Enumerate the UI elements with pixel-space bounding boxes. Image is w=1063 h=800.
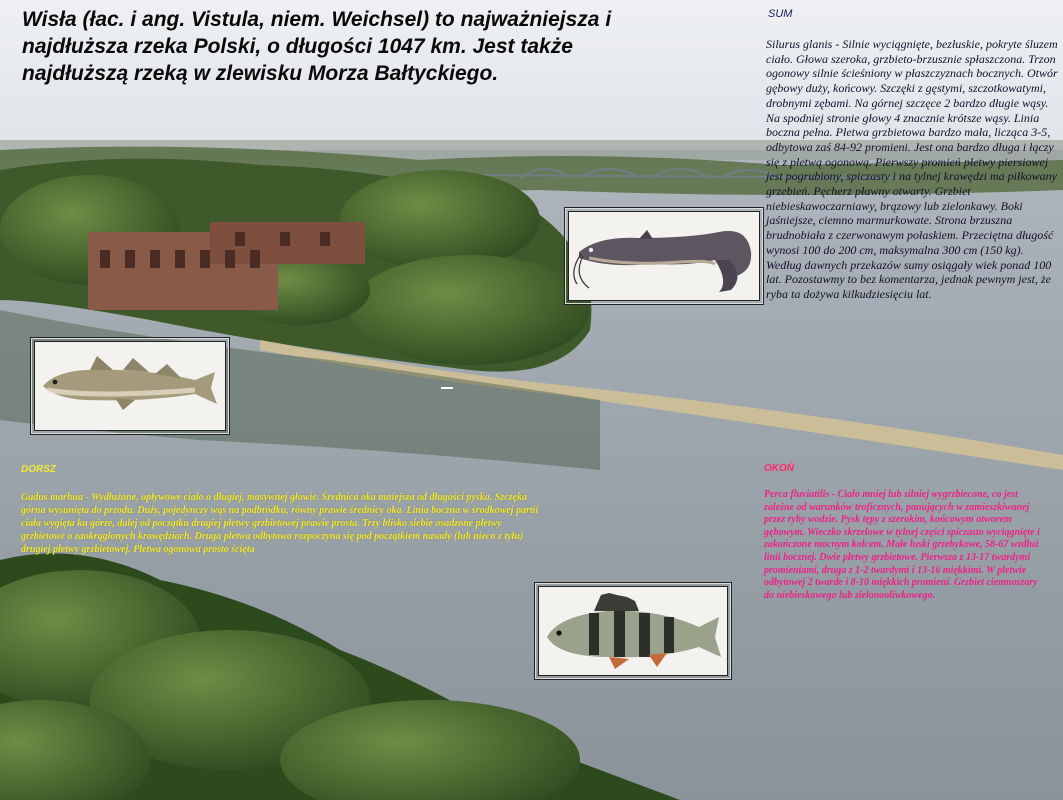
okon-description: Perca fluviatilis - Ciało mniej lub silniej wygrzbiecone, co jest zależne od warunków troficznych, panujących w zamieszkiwanej przez ryby wodzie. Pysk tępy z szerokim, końcowym otworem gębowym. Wieczko skrzelowe w tylnej części spiczasto wyciągnięte i zakończone mocnym kolcem. Małe łuski grzebykowe, 58-67 wzdłuż linii bocznej. Dwie płetwy grzbietowe. Pierwsza z 13-17 twardymi promieniami, druga z 1-2 twardymi i 13-16 miękkimi. W płetwie odbytowej 2 twarde i 8-10 miękkich promieni. Grzbiet ciemnoszary do niebieskawego lub zielonooliwkowego. — [764, 489, 1040, 601]
cod-icon — [35, 342, 225, 430]
cursor-mark — [441, 387, 453, 389]
catfish-icon — [569, 212, 759, 300]
sum-heading: SUM — [768, 8, 793, 20]
sum-description: Silurus glanis - Silnie wyciągnięte, bezłuskie, pokryte śluzem ciało. Głowa szeroka, grzbieto-brzusznie spłaszczona. Trzon ogonowy silnie ścieśniony w płaszczyznach bocznych. Otwór gębowy duży, końcowy. Szczęki z gęstymi, szczotkowatymi, drobnymi zębami. Na górnej szczęce 2 bardzo długie wąsy. Na spodniej stronie głowy 4 znacznie krótsze wąsy. Linia boczna pełna. Płetwa grzbietowa bardzo mała, licząca 3-5, odbytowa zaś 84-92 promieni. Jest ona bardzo długa i łączy się z płetwą ogonową. Pierwszy promień płetwy piersiowej jest pogrubiony, spiczasty i na tylnej krawędzi ma piłkowany grzebień. Pęcherz pławny otwarty. Grzbiet niebieskawoczarniawy, brązowy lub zielonkawy. Boki jaśniejsze, ciemno marmurkowate. Strona brzuszna brudnobiała z czerwonawym połaskiem. Przeciętna długość wynosi 100 do 200 cm, maksymalna 300 cm (150 kg). Według dawnych przekazów sumy osiągały wiek ponad 100 lat. Pozostawmy to bez komentarza, jednak pewnym jest, że ryba ta dożywa kilkudziesięciu lat. — [766, 37, 1058, 301]
perch-picture-frame — [534, 582, 732, 680]
dorsz-heading: DORSZ — [21, 464, 56, 475]
catfish-picture-frame — [564, 207, 764, 305]
cod-picture-frame — [30, 337, 230, 435]
okon-heading: OKOŃ — [764, 463, 794, 474]
perch-icon — [539, 587, 727, 675]
page-title: Wisła (łac. i ang. Vistula, niem. Weichsel) to najważniejsza i najdłuższa rzeka Polski, o długości 1047 km. Jest także najdłuższą rzeką w zlewisku Morza Bałtyckiego. — [22, 8, 612, 85]
dorsz-description: Gadus morhua - Wydłużone, opływowe ciało o długiej, masywnej głowie. Średnica oka mniejsza od długości pyska. Szczęka górna wysunięta do przodu. Duży, pojedynczy wąs na podbródku, równy prawie średnicy oka. Linia boczna w środkowej partii ciała wygięta ku górze, dalej od początku drugiej płetwy grzbietowej prawie prosta. Trzy blisko siebie osadzone płetwy grzbietowe o zaokrąglonych krawędziach. Druga płetwa odbytowa rozpoczyna się pod początkiem nasady (lub nieco z tyłu) drugiej płetwy grzbietowej. Płetwa ogonowa prosto ścięta — [21, 492, 539, 555]
